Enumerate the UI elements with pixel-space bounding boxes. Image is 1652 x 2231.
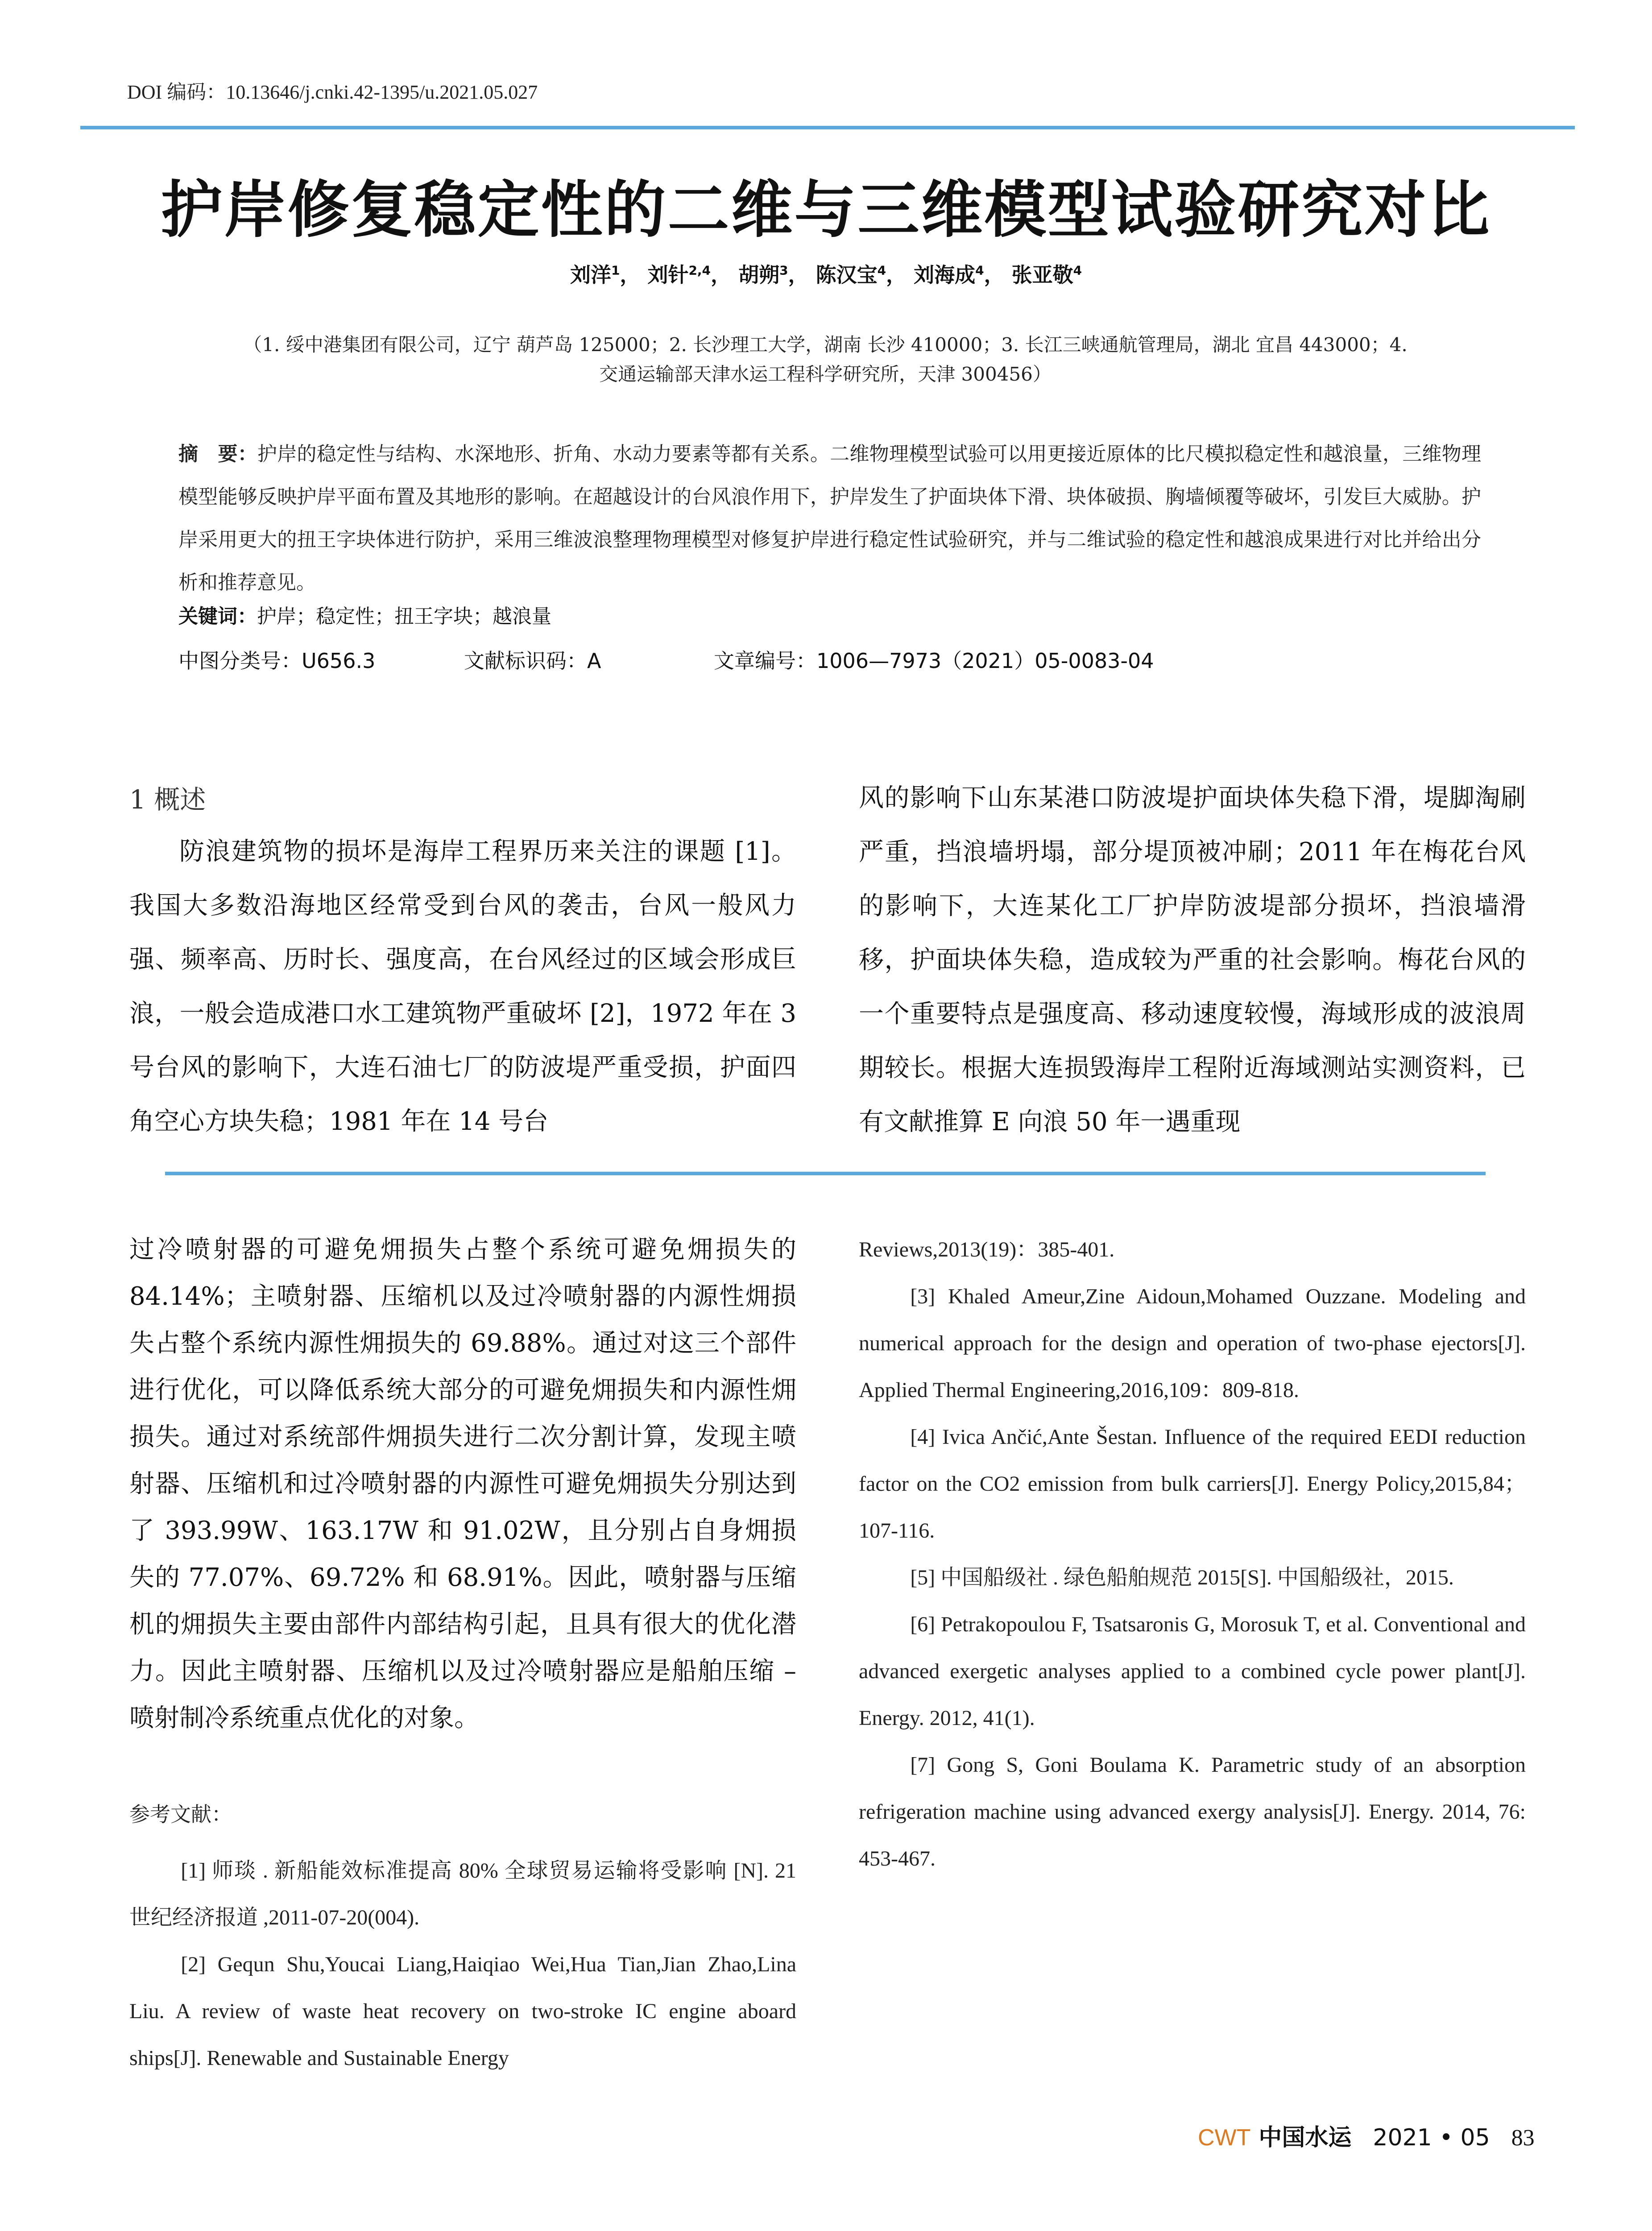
author-affil-mark: 2,4 <box>688 263 711 278</box>
reference-item: [7] Gong S, Goni Boulama K. Parametric study of an absorption refrigeration machine using advanced exergy analysis[J]. Energy. 2014, 76: 453-467. <box>859 1753 1526 1870</box>
references-heading: 参考文献： <box>129 1802 232 1826</box>
journal-name: 中国水运 <box>1259 2124 1352 2151</box>
reference-item: [5] 中国船级社 . 绿色船舶规范 2015[S]. 中国船级社，2015. <box>910 1566 1454 1589</box>
top-divider <box>80 126 1575 129</box>
author-name: 胡朔 <box>738 263 780 287</box>
author-name: 刘针 <box>647 263 689 287</box>
page-number: 83 <box>1511 2125 1535 2151</box>
author-affil-mark: 4 <box>975 263 984 278</box>
keywords-text: 护岸；稳定性；扭王字块；越浪量 <box>257 605 551 628</box>
abstract-text: 护岸的稳定性与结构、水深地形、折角、水动力要素等都有关系。二维物理模型试验可以用更接近原体的比尺模拟稳定性和越浪量，三维物理模型能够反映护岸平面布置及其地形的影响。在超越设计的台风浪作用下，护岸发生了护面块体下滑、块体破损、胸墙倾覆等破坏，引发巨大威胁。护岸采用更大的扭王字块体进行防护，采用三维波浪整理物理模型对修复护岸进行稳定性试验研究，并与二维试验的稳定性和越浪成果进行对比并给出分析和推荐意见。 <box>178 443 1481 594</box>
affiliations-line-2: 交通运输部天津水运工程科学研究所，天津 300456） <box>599 363 1052 385</box>
keywords-label: 关键词： <box>178 605 257 628</box>
affiliations-line-1: （1. 绥中港集团有限公司，辽宁 葫芦岛 125000；2. 长沙理工大学，湖南 长沙 410000；3. 长江三峡通航管理局，湖北 宜昌 443000；4. <box>243 334 1408 356</box>
reference-continuation: Reviews,2013(19)：385-401. <box>859 1238 1115 1261</box>
clc-number: 中图分类号：U656.3 <box>178 649 376 673</box>
author-name: 张亚敬 <box>1011 263 1073 287</box>
reference-item: [4] Ivica Ančić,Ante Šestan. Influence of the required EEDI reduction factor on the CO2 emission from bulk carriers[J]. Energy Policy,2015,84；107-116. <box>859 1425 1526 1543</box>
author-affil-mark: 4 <box>877 263 886 278</box>
section-divider <box>165 1172 1486 1175</box>
body-column-left <box>129 825 796 1149</box>
page-footer <box>1198 2119 1535 2152</box>
author-name: 刘海成 <box>914 263 976 287</box>
author-name: 刘洋 <box>570 263 611 287</box>
doi-line: DOI 编码：10.13646/j.cnki.42-1395/u.2021.05.027 <box>127 81 538 103</box>
reference-item: [2] Gequn Shu,Youcai Liang,Haiqiao Wei,Hua Tian,Jian Zhao,Lina Liu. A review of waste heat recovery on two-stroke IC engine aboard ships[J]. Renewable and Sustainable Energy <box>129 1953 796 2070</box>
issue-number: 2021 • 05 <box>1373 2124 1490 2151</box>
author-affil-mark: 4 <box>1073 263 1082 278</box>
reference-item: [3] Khaled Ameur,Zine Aidoun,Mohamed Ouzzane. Modeling and numerical approach for the design and operation of two-phase ejectors[J]. Applied Thermal Engineering,2016,109：809-818. <box>859 1285 1526 1402</box>
author-affil-mark: 1 <box>611 263 620 278</box>
document-code: 文献标识码：A <box>464 649 601 673</box>
affiliations <box>129 330 1521 389</box>
article-number: 文章编号：1006—7973（2021）05-0083-04 <box>714 649 1154 673</box>
body-paragraph: 过冷喷射器的可避免㶲损失占整个系统可避免㶲损失的 84.14%；主喷射器、压缩机以及过冷喷射器的内源性㶲损失占整个系统内源性㶲损失的 69.88%。通过对这三个部件进行优化，可以降低系统大部分的可避免㶲损失和内源性㶲损失。通过对系统部件㶲损失进行二次分割计算，发现主喷射器、压缩机和过冷喷射器的内源性可避免㶲损失分别达到了 393.99W、163.17W 和 91.02W，且分别占自身㶲损失的 77.07%、69.72% 和 68.91%。因此，喷射器与压缩机的㶲损失主要由部件内部结构引起，且具有很大的优化潜力。因此主喷射器、压缩机以及过冷喷射器应是船舶压缩 – 喷射制冷系统重点优化的对象。 <box>129 1235 796 1733</box>
reference-item: [1] 师琰 . 新船能效标准提高 80% 全球贸易运输将受影响 [N]. 21 世纪经济报道 ,2011-07-20(004). <box>129 1859 796 1929</box>
references-right <box>859 1226 1526 1882</box>
prev-article-conclusion <box>129 1226 796 1742</box>
abstract <box>178 433 1481 604</box>
body-column-right <box>859 771 1526 1149</box>
body-paragraph: 风的影响下山东某港口防波堤护面块体失稳下滑，堤脚淘刷严重，挡浪墙坍塌，部分堤顶被冲刷；2011 年在梅花台风的影响下，大连某化工厂护岸防波堤部分损坏，挡浪墙滑移，护面块体失稳，造成较为严重的社会影响。梅花台风的一个重要特点是强度高、移动速度较慢，海域形成的波浪周期较长。根据大连损毁海岸工程附近海域测站实测资料，已有文献推算 E 向浪 50 年一遇重现 <box>859 784 1526 1136</box>
article-title: 护岸修复稳定性的二维与三维模型试验研究对比 <box>161 174 1491 246</box>
references-left <box>129 1847 796 2082</box>
section-heading: 1 概述 <box>129 784 206 815</box>
keywords <box>178 600 551 629</box>
abstract-label: 摘 要： <box>178 443 257 465</box>
author-name: 陈汉宝 <box>816 263 878 287</box>
author-list: 刘洋$^1$， 刘针$^{2,4}$， 胡朔$^3$， 陈汉宝$^4$， 刘海成$^4$， 张亚敬$^4$ <box>570 263 1082 287</box>
body-paragraph: 防浪建筑物的损坏是海岸工程界历来关注的课题 [1]。我国大多数沿海地区经常受到台风的袭击，台风一般风力强、频率高、历时长、强度高，在台风经过的区域会形成巨浪，一般会造成港口水工建筑物严重破坏 [2]，1972 年在 3 号台风的影响下，大连石油七厂的防波堤严重受损，护面四角空心方块失稳；1981 年在 14 号台 <box>129 837 796 1136</box>
reference-item: [6] Petrakopoulou F, Tsatsaronis G, Morosuk T, et al. Conventional and advanced exergetic analyses applied to a combined cycle power plant[J]. Energy. 2012, 41(1). <box>859 1613 1526 1730</box>
author-affil-mark: 3 <box>779 263 788 278</box>
journal-logo: CWT <box>1198 2125 1251 2151</box>
